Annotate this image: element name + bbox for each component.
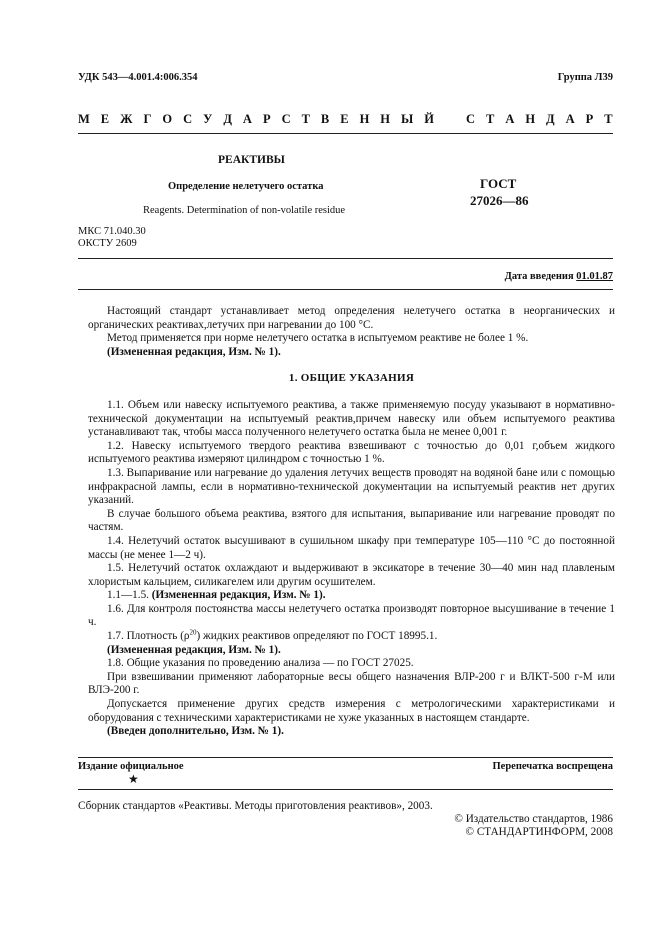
clause-1-8-other: Допускается применение других средств измерения с метрологическими характеристиками и оборудования с техническими характеристиками не хуже указанных в настоящем стандарте. (88, 698, 615, 724)
footer-rule (78, 757, 613, 758)
band-letter: Н (380, 112, 391, 126)
date-label: Дата введения (504, 271, 574, 282)
mks-code: МКС 71.040.30 (78, 226, 146, 237)
band-letter: М (78, 112, 90, 126)
intro-paragraph: Настоящий стандарт устанавливает метод определения нелетучего остатка в неорганических и органических реактивах,летучих при нагревании до 100 °С. (88, 305, 615, 331)
amendment-note: (Измененная редакция, Изм. № 1). (107, 345, 281, 358)
copyright-2008: © СТАНДАРТИНФОРМ, 2008 (465, 826, 613, 838)
band-letter: Е (100, 112, 110, 126)
band-letter: У (203, 112, 213, 126)
interstate-standard-band (78, 112, 613, 127)
scope-paragraph: Метод применяется при норме нелетучего остатка в испытуемом реактиве не более 1 %. (107, 332, 529, 345)
doc-title: РЕАКТИВЫ (218, 154, 285, 166)
date-rule (78, 289, 613, 290)
band-letter: Р (585, 112, 594, 126)
section-heading: 1. ОБЩИЕ УКАЗАНИЯ (288, 372, 415, 385)
density-superscript: 20 (189, 628, 197, 637)
clause-1-7-text-end: ) жидких реактивов определяют по ГОСТ 18995.1. (196, 630, 438, 643)
gost-label: ГОСТ (480, 176, 517, 191)
clause-1-8: 1.8. Общие указания по проведению анализа — по ГОСТ 27025. (107, 657, 414, 670)
band-letter: А (505, 112, 515, 126)
band-rule (78, 133, 613, 134)
band-letter: Т (485, 112, 495, 126)
clause-1-2: 1.2. Навеску испытуемого твердого реактива взвешивают с точностью до 0,01 г,объем жидкого испытуемого реактива измеряют цилиндром с точностью 1 %. (88, 439, 615, 466)
title-rule (78, 258, 613, 259)
clause-range: 1.1—1.5. (107, 589, 149, 602)
doc-english-title: Reagents. Determination of non-volatile residue (143, 205, 346, 216)
clause-1-5: 1.5. Нелетучий остаток охлаждают и выдерживают в эксикаторе в течение 30—40 мин над плавленым хлористым кальцием, силикагелем или другим осушителем. (88, 562, 615, 588)
band-letter: Д (223, 112, 232, 126)
clause-1-7 (88, 630, 615, 644)
amendment-note: (Измененная редакция, Изм. № 1). (151, 589, 326, 602)
band-letter: Ы (401, 112, 414, 126)
addition-note: (Введен дополнительно, Изм. № 1). (107, 725, 284, 738)
clause-1-1-5-note (88, 589, 615, 603)
clause-1-4: 1.4. Нелетучий остаток высушивают в сушильном шкафу при температуре 105—110 °С до постоянной массы (не менее 1—2 ч). (88, 534, 615, 561)
clause-1-8-scales: При взвешивании применяют лабораторные весы общего назначения ВЛР-200 г и ВЛКТ-500 г-М или ВЛЭ-200 г. (88, 670, 615, 697)
gost-number: 27026—86 (470, 193, 529, 208)
clause-1-7-text: 1.7. Плотность (ρ (107, 630, 190, 643)
udk-code: УДК 543—4.001.4:006.354 (78, 72, 198, 83)
band-letter: В (320, 112, 330, 126)
date-value: 01.01.87 (576, 271, 613, 282)
amendment-note: (Измененная редакция, Изм. № 1). (107, 643, 281, 656)
reprint-prohibited: Перепечатка воспрещена (492, 761, 613, 772)
band-letter: Ж (120, 112, 133, 126)
okstu-code: ОКСТУ 2609 (78, 238, 137, 249)
band-letter: С (281, 112, 291, 126)
band-letter: О (162, 112, 173, 126)
band-letter: А (565, 112, 575, 126)
band-letter: Е (340, 112, 349, 126)
band-letter: А (242, 112, 252, 126)
band-letter: С (183, 112, 193, 126)
band-letter: Р (262, 112, 271, 126)
band-letter: С (465, 112, 475, 126)
introduction-date (505, 271, 613, 282)
band-letter: Н (359, 112, 370, 126)
band-letter: Г (143, 112, 152, 126)
clause-1-3-cont: В случае большого объема реактива, взятого для испытания, выпаривание или нагревание проводят по частям. (88, 507, 615, 534)
footer-rule-bottom (78, 789, 613, 790)
doc-subtitle: Определение нелетучего остатка (168, 181, 324, 192)
star-icon: ★ (128, 772, 139, 786)
document-body (88, 305, 615, 739)
band-letter: Й (424, 112, 434, 126)
band-letter: Д (546, 112, 555, 126)
band-letter: Т (301, 112, 310, 126)
band-letter: Н (525, 112, 536, 126)
collection-note: Сборник стандартов «Реактивы. Методы приготовления реактивов», 2003. (78, 800, 433, 812)
group-code: Группа Л39 (557, 72, 613, 83)
clause-1-3: 1.3. Выпаривание или нагревание до удаления летучих веществ проводят на водяной бане или с помощью инфракрасной лампы, если в нормативно-технической документации на испытуемый реактив нет других указаний. (88, 466, 615, 507)
copyright-1986: © Издательство стандартов, 1986 (454, 813, 613, 825)
clause-1-1: 1.1. Объем или навеску испытуемого реактива, а также применяемую посуду указывают в нормативно-технической документации на испытуемый реактив,причем навеску или объем испытуемого реактива устанавливают так, чтобы масса полученного нелетучего остатка была не менее 0,001 г. (88, 398, 615, 439)
band-letter: Т (604, 112, 613, 126)
official-edition: Издание официальное (78, 761, 184, 772)
clause-1-6: 1.6. Для контроля постоянства массы нелетучего остатка производят повторное высушивание в течение 1 ч. (88, 602, 615, 629)
